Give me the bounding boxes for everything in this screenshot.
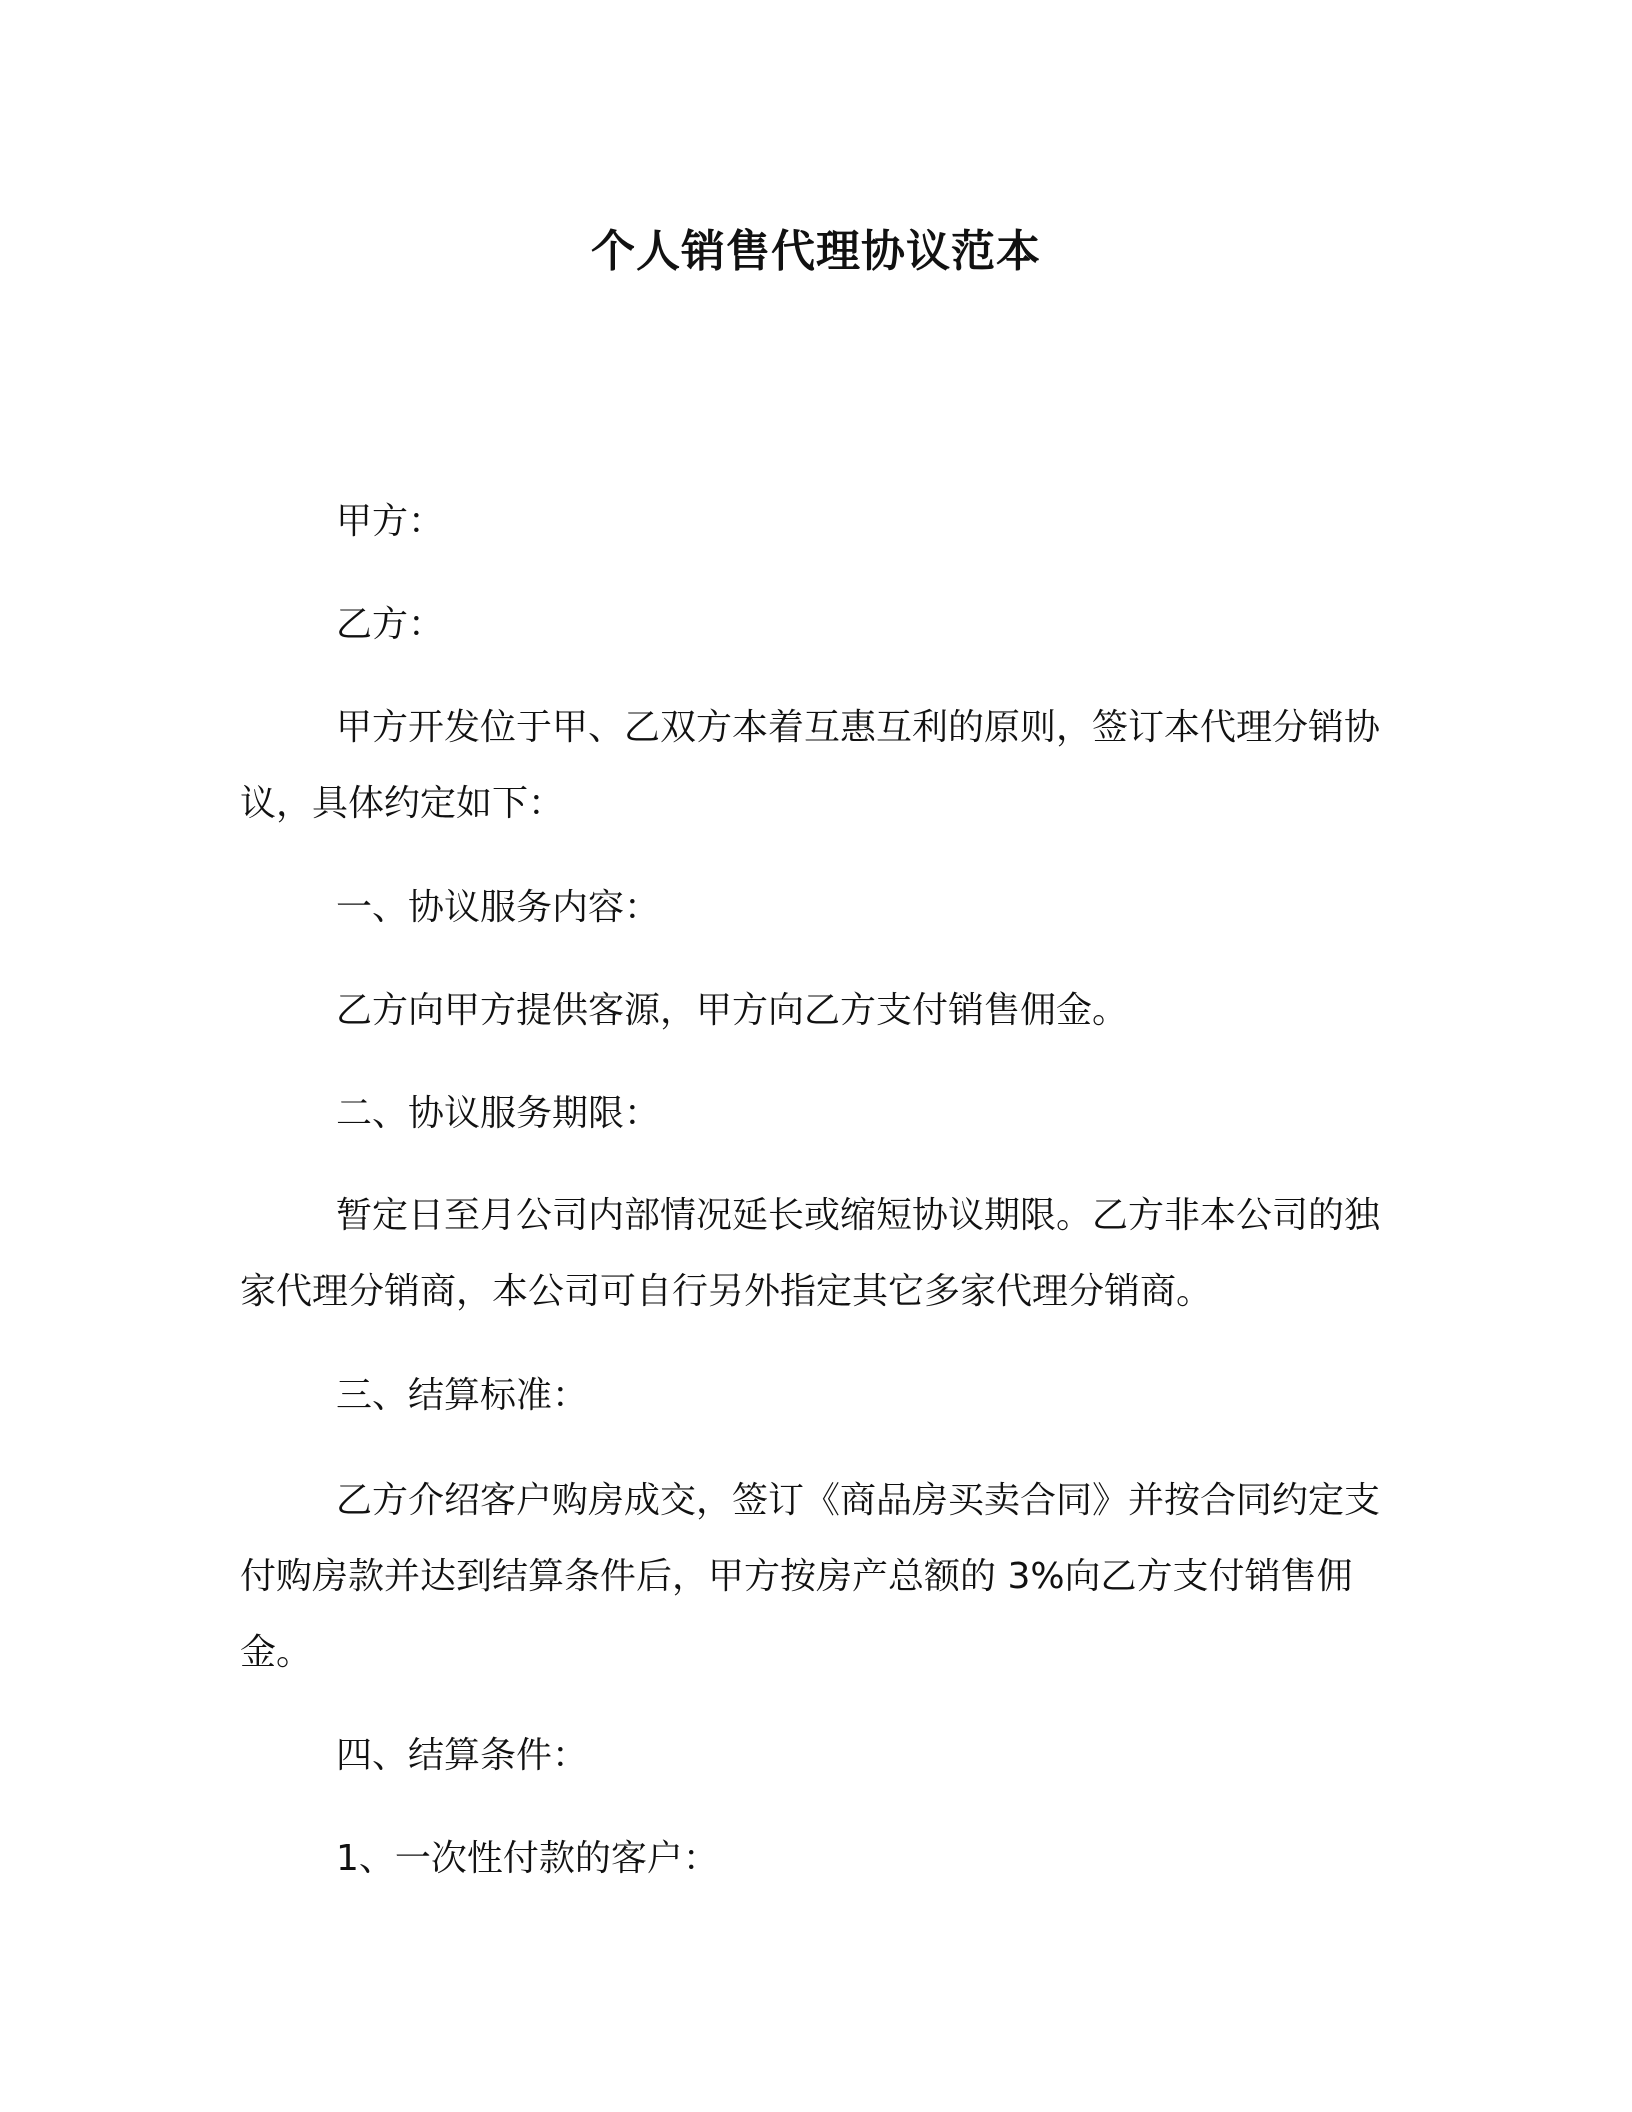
party-a-line: 甲方：	[336, 501, 445, 542]
section-3-heading: 三、结算标准：	[336, 1375, 589, 1416]
section-2-text: 暂定日至月公司内部情况延长或缩短协议期限。乙方非本公司的独家代理分销商，本公司可自行另外指定其它多家代理分销商。	[240, 1195, 1381, 1312]
intro-paragraph: 甲方开发位于甲、乙双方本着互惠互利的原则，签订本代理分销协议，具体约定如下：	[240, 707, 1381, 824]
section-1-text: 乙方向甲方提供客源，甲方向乙方支付销售佣金。	[336, 990, 1129, 1031]
section-4-item-1: 1、一次性付款的客户：	[336, 1838, 719, 1879]
section-1-heading: 一、协议服务内容：	[336, 887, 661, 928]
document-title: 个人销售代理协议范本	[591, 226, 1041, 277]
section-4-heading: 四、结算条件：	[336, 1735, 589, 1776]
party-b-line: 乙方：	[336, 604, 445, 645]
section-2-heading: 二、协议服务期限：	[336, 1093, 661, 1134]
section-3-text: 乙方介绍客户购房成交，签订《商品房买卖合同》并按合同约定支付购房款并达到结算条件后，甲方按房产总额的 3%向乙方支付销售佣金。	[240, 1480, 1381, 1673]
